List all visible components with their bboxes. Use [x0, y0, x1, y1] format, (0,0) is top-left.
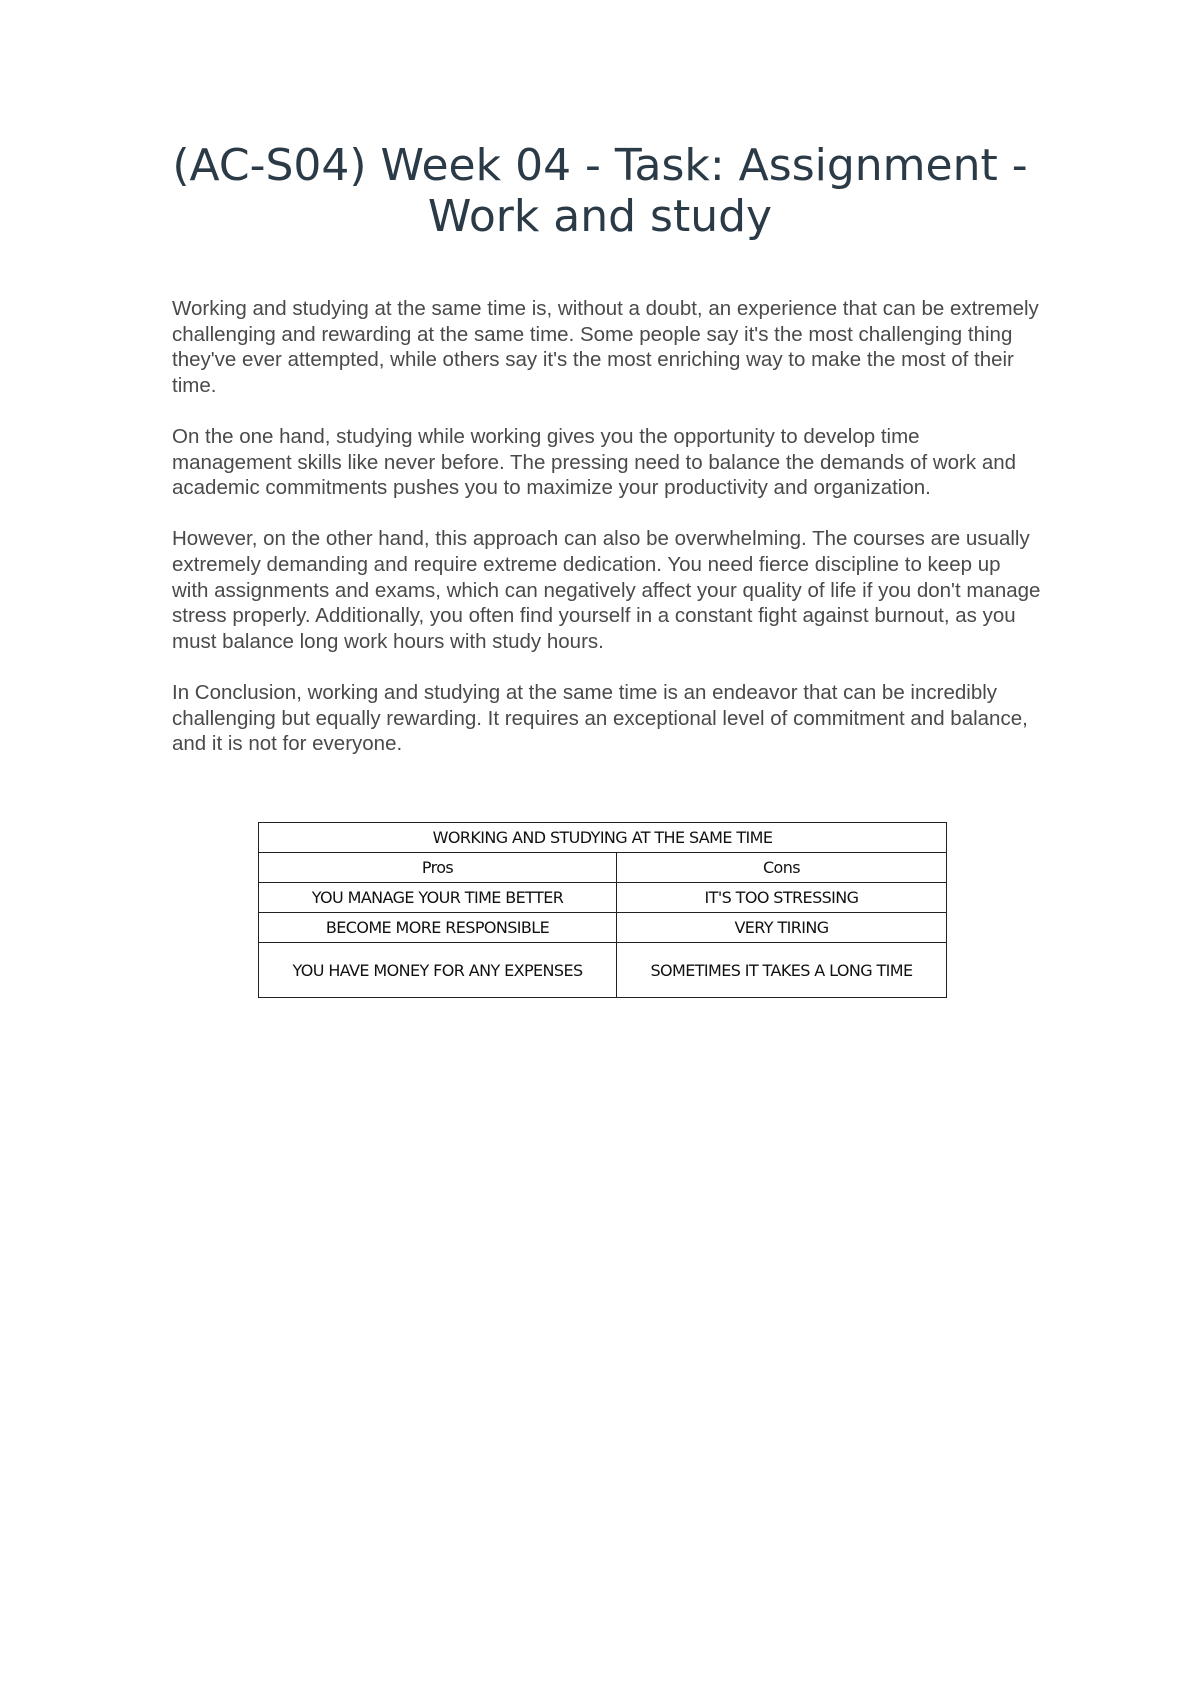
- table-heading: WORKING AND STUDYING AT THE SAME TIME: [259, 823, 947, 853]
- paragraph-intro: Working and studying at the same time is, without a doubt, an experience that can be extremely challenging and rewarding at the same time. Some people say it's the most challenging thing they've ever attempted, while others say it's the most enriching way to make the most of their time.: [172, 297, 1039, 397]
- paragraph-pros: On the one hand, studying while working gives you the opportunity to develop time management skills like never before. The pressing need to balance the demands of work and academic commitments pushes you to maximize your productivity and organization.: [172, 424, 1017, 500]
- document-body: [172, 296, 1042, 757]
- table-cell-pro: YOU HAVE MONEY FOR ANY EXPENSES: [259, 943, 617, 998]
- column-header-pros: Pros: [259, 853, 617, 883]
- table-row: [259, 943, 947, 998]
- column-header-cons: Cons: [617, 853, 947, 883]
- paragraph-conclusion: In Conclusion, working and studying at the same time is an endeavor that can be incredibly challenging but equally rewarding. It requires an exceptional level of commitment and balance, and it is not for everyone.: [172, 680, 1028, 756]
- pros-cons-table: [258, 822, 947, 998]
- table-header-row: [259, 853, 947, 883]
- table-cell-con: VERY TIRING: [617, 913, 947, 943]
- table-heading-row: [259, 823, 947, 853]
- table-cell-pro: YOU MANAGE YOUR TIME BETTER: [259, 883, 617, 913]
- paragraph-cons: However, on the other hand, this approach can also be overwhelming. The courses are usually extremely demanding and require extreme dedication. You need fierce discipline to keep up with assignments and exams, which can negatively affect your quality of life if you don't manage stress properly. Additionally, you often find yourself in a constant fight against burnout, as you must balance long work hours with study hours.: [172, 527, 1041, 653]
- table-cell-pro: BECOME MORE RESPONSIBLE: [259, 913, 617, 943]
- table-row: [259, 883, 947, 913]
- table-cell-con: SOMETIMES IT TAKES A LONG TIME: [617, 943, 947, 998]
- table-row: [259, 913, 947, 943]
- table-cell-con: IT'S TOO STRESSING: [617, 883, 947, 913]
- document-title: (AC-S04) Week 04 - Task: Assignment - Work and study: [172, 140, 1028, 242]
